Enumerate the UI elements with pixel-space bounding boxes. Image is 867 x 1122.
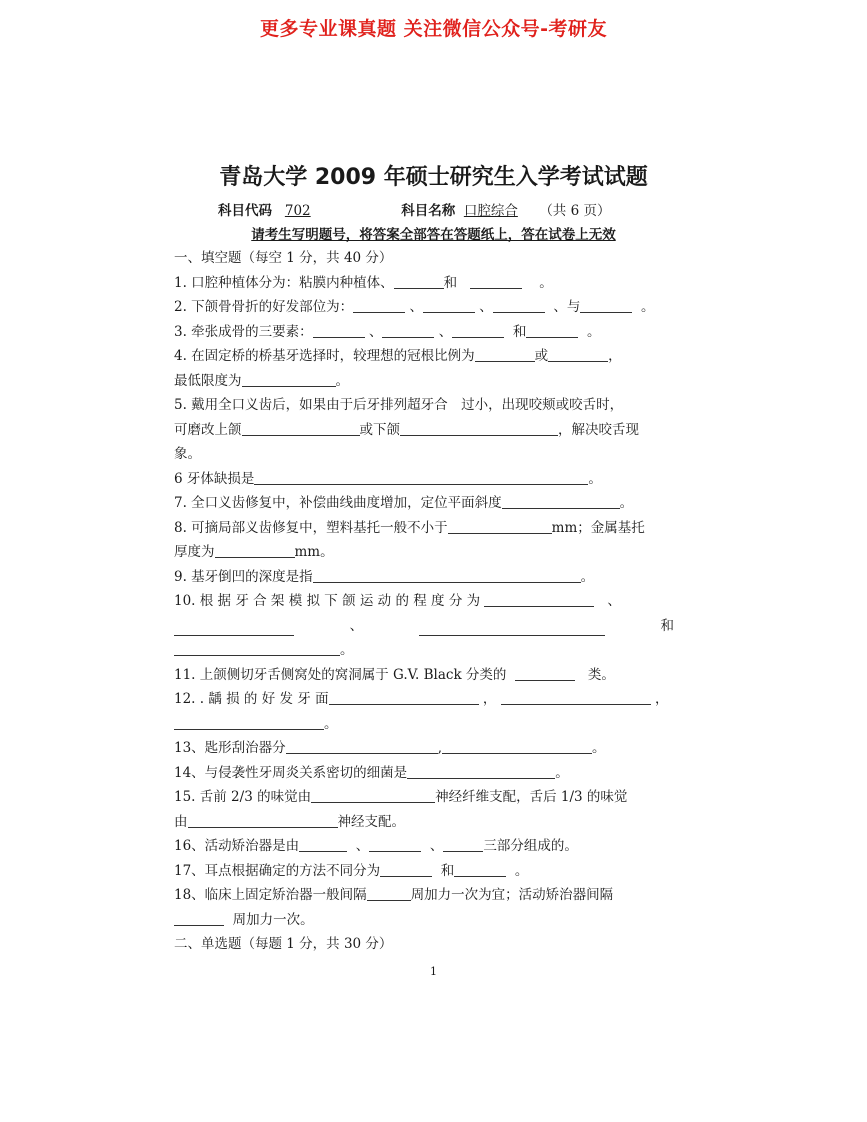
question-4-cont: 最低限度为 。 (174, 372, 349, 389)
question-1: 1. 口腔种植体分为：粘膜内种植体、 和 。 (174, 274, 553, 291)
question-10-cont: 、 和 (174, 614, 674, 639)
answer-blank (286, 739, 438, 754)
question-14: 14、与侵袭性牙周炎关系密切的细菌是 。 (174, 764, 569, 781)
answer-blank (452, 323, 504, 338)
answer-blank (470, 274, 522, 289)
answer-blank (502, 494, 620, 509)
answer-blank (188, 813, 338, 828)
question-7: 7. 全口义齿修复中，补偿曲线曲度增加，定位平面斜度 。 (174, 495, 634, 511)
answer-blank (174, 911, 224, 926)
answer-blank (548, 347, 608, 362)
exam-notice: 请考生写明题号，将答案全部答在答题纸上，答在试卷上无效 (251, 227, 616, 243)
answer-blank (423, 298, 475, 313)
question-8: 8. 可摘局部义齿修复中，塑料基托一般不小于 mm；金属基托 (174, 519, 645, 536)
answer-blank (454, 862, 506, 877)
answer-blank (313, 568, 581, 583)
answer-blank (407, 764, 555, 779)
question-16: 16、活动矫治器是由 、 、 三部分组成的。 (174, 838, 578, 854)
answer-blank (442, 739, 592, 754)
subject-name-label: 科目名称 (401, 203, 456, 219)
answer-blank (215, 543, 295, 558)
answer-blank (367, 886, 411, 901)
answer-blank (313, 323, 365, 338)
question-10: 10. 根 据 牙 合 架 模 拟 下 颌 运 动 的 程 度 分 为 、 (174, 593, 621, 609)
answer-blank (580, 298, 632, 313)
question-15: 15. 舌前 2/3 的味觉由 神经纤维支配，舌后 1/3 的味觉 (174, 789, 628, 805)
question-12: 12. . 龋 损 的 好 发 牙 面 ， ， (174, 691, 669, 707)
subject-code-value: 702 (284, 203, 311, 219)
answer-blank (484, 592, 594, 607)
answer-blank (526, 323, 578, 338)
question-15-cont: 由 神经支配。 (174, 813, 405, 830)
answer-blank (329, 690, 479, 705)
answer-blank (443, 837, 483, 852)
answer-blank (242, 421, 360, 436)
answer-blank (400, 421, 558, 436)
question-11: 11. 上颌侧切牙舌侧窝处的窝洞属于 G.V. Black 分类的 类。 (174, 666, 615, 683)
question-5-end: 象。 (174, 446, 201, 462)
question-9: 9. 基牙倒凹的深度是指 。 (174, 568, 595, 585)
answer-blank (353, 298, 405, 313)
answer-blank (369, 837, 421, 852)
exam-title: 青岛大学 2009 年硕士研究生入学考试试题 (219, 165, 648, 190)
question-10-end: 。 (174, 638, 674, 663)
question-5-cont: 可磨改上颌 或下颌 ，解决咬舌现 (174, 421, 639, 438)
answer-blank (254, 470, 588, 485)
question-3: 3. 牵张成骨的三要素： 、 、 和 。 (174, 323, 601, 340)
question-4: 4. 在固定桥的桥基牙选择时，较理想的冠根比例为 或 ， (174, 348, 622, 364)
promo-banner: 更多专业课真题 关注微信公众号-考研友 (259, 18, 607, 40)
answer-blank (380, 862, 432, 877)
question-18: 18、临床上固定矫治器一般间隔 周加力一次为宜；活动矫治器间隔 (174, 887, 614, 903)
question-13: 13、匙形刮治器分 , 。 (174, 740, 606, 756)
question-8-cont: 厚度为 mm。 (174, 544, 334, 560)
answer-blank (394, 274, 444, 289)
page-number: 1 (430, 965, 437, 978)
question-18-cont: 周加力一次。 (174, 908, 674, 933)
question-2: 2. 下颌骨骨折的好发部位为： 、 、 、与 。 (174, 299, 655, 315)
question-list (174, 246, 674, 957)
section-heading: 二、单选题（每题 1 分，共 30 分） (174, 936, 393, 952)
answer-blank (242, 372, 336, 387)
answer-blank (382, 323, 434, 338)
subject-code-label: 科目代码 (218, 203, 272, 219)
answer-blank (174, 715, 324, 730)
answer-blank (515, 666, 575, 681)
answer-blank (311, 788, 435, 803)
subject-name-value: 口腔综合 (463, 203, 518, 219)
page-count: （共 6 页） (539, 203, 611, 219)
answer-blank (501, 690, 651, 705)
exam-meta (218, 199, 610, 219)
answer-blank (174, 641, 340, 656)
answer-blank (448, 519, 552, 534)
answer-blank (174, 621, 294, 636)
question-5: 5. 戴用全口义齿后，如果由于后牙排列超牙合 过小，出现咬颊或咬舌时， (174, 397, 624, 413)
section-heading: 一、填空题（每空 1 分，共 40 分） (174, 250, 393, 266)
question-6: 6 牙体缺损是 。 (174, 470, 602, 487)
question-17: 17、耳点根据确定的方法不同分为 和 。 (174, 862, 529, 879)
answer-blank (493, 298, 545, 313)
question-12-cont: 。 (174, 712, 674, 737)
answer-blank (299, 837, 347, 852)
answer-blank (419, 621, 605, 636)
answer-blank (475, 347, 535, 362)
